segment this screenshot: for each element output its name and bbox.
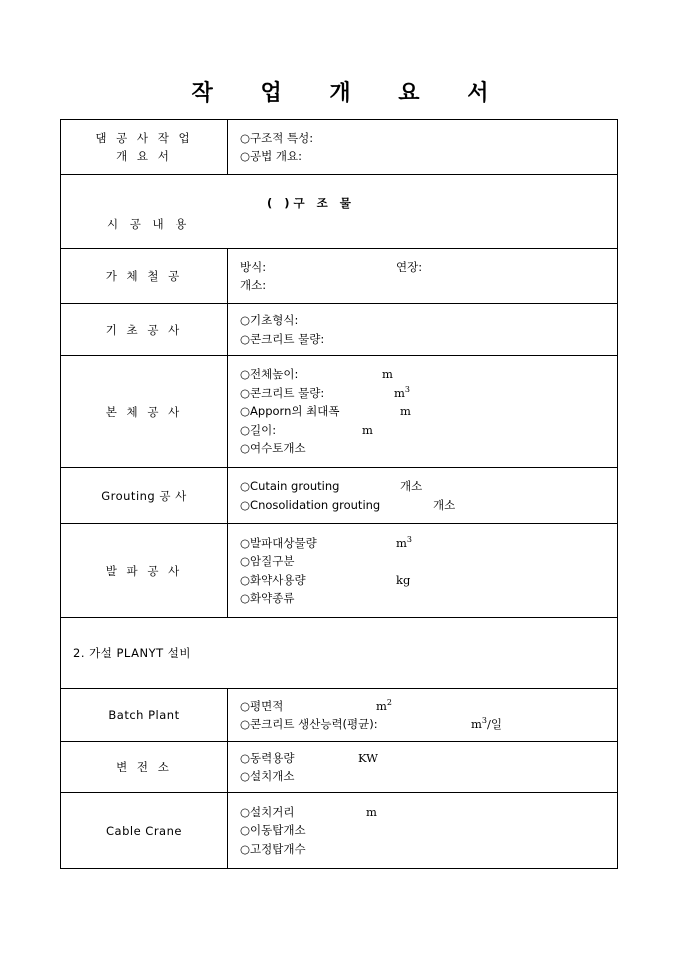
diversion-content bbox=[228, 249, 618, 304]
production-capacity-unit-m: m bbox=[471, 717, 482, 731]
blasting-volume-unit-m: m bbox=[396, 535, 407, 550]
count-field: 개소: bbox=[240, 278, 267, 292]
construction-label: 시 공 내 용 bbox=[107, 217, 191, 231]
section2-row bbox=[61, 618, 618, 689]
consolidation-grouting-text: ○Cnosolidation grouting bbox=[240, 497, 381, 512]
method-overview-item: ○공법 개요: bbox=[240, 149, 302, 163]
production-capacity-text: ○콘크리트 생산능력(평균): bbox=[240, 717, 378, 731]
foundation-row bbox=[61, 304, 618, 356]
length-field: 연장: bbox=[396, 259, 423, 274]
production-capacity-unit bbox=[471, 715, 502, 734]
plan-area-unit-sup: 2 bbox=[386, 697, 392, 707]
explosive-type-item: ○화약종류 bbox=[240, 591, 295, 605]
blasting-volume-item bbox=[240, 534, 617, 553]
work-overview-table bbox=[60, 119, 618, 869]
total-height-text: ○전체높이: bbox=[240, 367, 299, 382]
foundation-label: 기 초 공 사 bbox=[61, 304, 228, 356]
batch-plant-content bbox=[228, 689, 618, 742]
main-body-row bbox=[61, 356, 618, 468]
grouting-label: Grouting 공 사 bbox=[61, 468, 228, 524]
install-distance-unit: m bbox=[366, 804, 377, 819]
plan-area-unit bbox=[376, 697, 392, 716]
structure-heading: ( )구 조 물 bbox=[267, 196, 355, 210]
foundation-type-item: ○기초형식: bbox=[240, 313, 299, 327]
grouting-row bbox=[61, 468, 618, 524]
construction-cell bbox=[61, 175, 618, 249]
cable-crane-row bbox=[61, 793, 618, 869]
power-capacity-unit: KW bbox=[358, 750, 379, 765]
main-body-label: 본 체 공 사 bbox=[61, 356, 228, 468]
production-capacity-unit-sup: 3 bbox=[481, 716, 487, 726]
method-field: 방식: bbox=[240, 259, 267, 274]
length-item bbox=[240, 421, 617, 440]
install-distance-item bbox=[240, 803, 617, 822]
fixed-tower-item: ○고정탑개수 bbox=[240, 841, 306, 856]
spillway-item: ○여수토개소 bbox=[240, 441, 306, 456]
power-capacity-item bbox=[240, 749, 617, 768]
grouting-content bbox=[228, 468, 618, 524]
structural-feature-item: ○구조적 특성: bbox=[240, 130, 314, 145]
blasting-volume-text: ○발파대상물량 bbox=[240, 535, 317, 550]
cable-crane-label: Cable Crane bbox=[61, 793, 228, 869]
blasting-row bbox=[61, 524, 618, 618]
dam-overview-label-line2: 개 요 서 bbox=[116, 149, 172, 163]
dam-overview-label bbox=[61, 120, 228, 175]
main-concrete-text: ○콘크리트 물량: bbox=[240, 385, 325, 400]
curtain-grouting-unit: 개소 bbox=[400, 479, 423, 493]
dam-overview-row bbox=[61, 120, 618, 175]
install-distance-text: ○설치거리 bbox=[240, 804, 295, 819]
consolidation-grouting-item bbox=[240, 496, 617, 515]
section2-heading: 2. 가설 PLANYT 설비 bbox=[61, 618, 618, 689]
diversion-line1 bbox=[240, 258, 617, 277]
explosive-usage-item bbox=[240, 571, 617, 590]
consolidation-grouting-unit: 개소 bbox=[433, 497, 456, 512]
apron-width-item bbox=[240, 402, 617, 421]
explosive-usage-text: ○화약사용량 bbox=[240, 572, 306, 587]
plan-area-text: ○평면적 bbox=[240, 698, 284, 713]
construction-cell-inner bbox=[61, 175, 617, 248]
apron-width-unit: m bbox=[400, 404, 411, 419]
diversion-label: 가 체 철 공 bbox=[61, 249, 228, 304]
length-unit: m bbox=[362, 422, 373, 437]
mobile-tower-item: ○이동탑개소 bbox=[240, 823, 306, 838]
foundation-content bbox=[228, 304, 618, 356]
blasting-volume-unit-sup: 3 bbox=[406, 534, 412, 544]
apron-width-text: ○Apporn의 최대폭 bbox=[240, 404, 340, 419]
power-capacity-text: ○동력용량 bbox=[240, 750, 295, 765]
explosive-usage-unit: kg bbox=[396, 572, 411, 587]
main-concrete-unit-m: m bbox=[394, 385, 405, 400]
main-body-content bbox=[228, 356, 618, 468]
dam-overview-label-line1: 댐 공 사 작 업 bbox=[95, 131, 193, 145]
blasting-volume-unit bbox=[396, 534, 412, 553]
batch-plant-row bbox=[61, 689, 618, 742]
foundation-concrete-item: ○콘크리트 물량: bbox=[240, 331, 325, 346]
length-text: ○길이: bbox=[240, 422, 277, 437]
cable-crane-content bbox=[228, 793, 618, 869]
plan-area-item bbox=[240, 697, 617, 716]
document-title: 작 업 개 요 서 bbox=[191, 80, 509, 106]
dam-overview-content bbox=[228, 120, 618, 175]
substation-row bbox=[61, 742, 618, 793]
blasting-label: 발 파 공 사 bbox=[61, 524, 228, 618]
production-capacity-item bbox=[240, 715, 617, 734]
plan-area-unit-m: m bbox=[376, 698, 387, 713]
construction-row bbox=[61, 175, 618, 249]
blasting-content bbox=[228, 524, 618, 618]
main-concrete-unit-sup: 3 bbox=[404, 384, 410, 394]
main-concrete-item bbox=[240, 384, 617, 403]
production-capacity-unit-suffix: /일 bbox=[487, 717, 502, 731]
total-height-unit: m bbox=[382, 367, 393, 382]
install-count-item: ○설치개소 bbox=[240, 769, 295, 783]
substation-content bbox=[228, 742, 618, 793]
curtain-grouting-item bbox=[240, 477, 617, 496]
main-concrete-unit bbox=[394, 384, 410, 403]
curtain-grouting-text: ○Cutain grouting bbox=[240, 479, 340, 493]
substation-label: 변 전 소 bbox=[61, 742, 228, 793]
rock-class-item: ○암질구분 bbox=[240, 554, 295, 568]
diversion-row bbox=[61, 249, 618, 304]
total-height-item bbox=[240, 365, 617, 384]
batch-plant-label: Batch Plant bbox=[61, 689, 228, 742]
